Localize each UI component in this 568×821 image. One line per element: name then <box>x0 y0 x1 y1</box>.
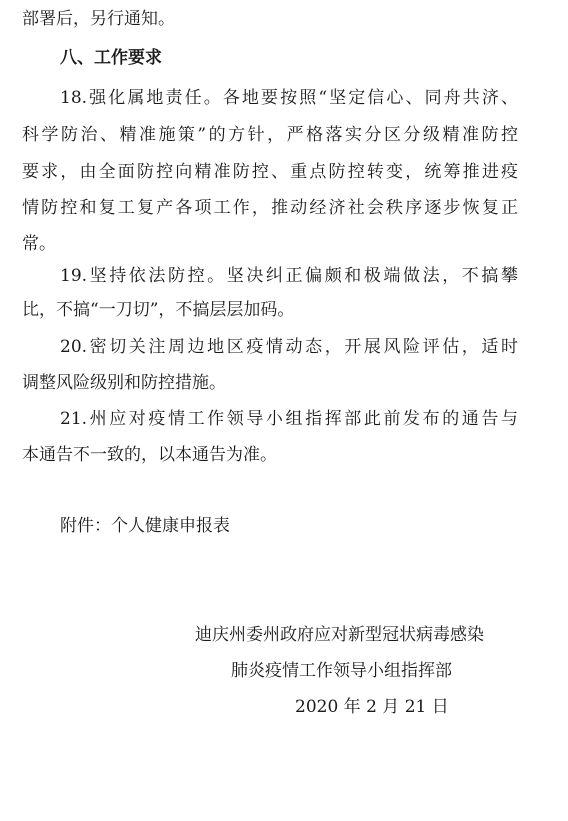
continuation-text: 部署后，另行通知。 <box>22 9 175 29</box>
item-18-line-5: 常。 <box>22 234 56 254</box>
issuer-line-1: 迪庆州委州政府应对新型冠状病毒感染 <box>195 625 484 645</box>
item-18-line-1: 18.强化属地责任。各地要按照“坚定信心、同舟共济、 <box>60 88 518 108</box>
issuer-line-2: 肺炎疫情工作领导小组指挥部 <box>231 661 452 681</box>
issue-date: 2020 年 2 月 21 日 <box>295 697 449 717</box>
item-21-line-1: 21.州应对疫情工作领导小组指挥部此前发布的通告与 <box>60 409 518 429</box>
item-20-line-2: 调整风险级别和防控措施。 <box>22 373 226 393</box>
item-18-line-3: 要求，由全面防控向精准防控、重点防控转变，统筹推进疫 <box>22 162 518 182</box>
item-21-line-2: 本通告不一致的，以本通告为准。 <box>22 445 277 465</box>
item-19-line-2: 比，不搞“一刀切”，不搞层层加码。 <box>22 300 295 320</box>
item-20-line-1: 20.密切关注周边地区疫情动态，开展风险评估，适时 <box>60 337 518 357</box>
item-19-line-1: 19.坚持依法防控。坚决纠正偏颇和极端做法，不搞攀 <box>60 266 518 286</box>
item-18-line-4: 情防控和复工复产各项工作，推动经济社会秩序逐步恢复正 <box>22 198 518 218</box>
section-heading: 八、工作要求 <box>60 48 162 68</box>
attachment-note: 附件：个人健康申报表 <box>60 516 230 536</box>
item-18-line-2: 科学防治、精准施策”的方针，严格落实分区分级精准防控 <box>22 125 518 145</box>
